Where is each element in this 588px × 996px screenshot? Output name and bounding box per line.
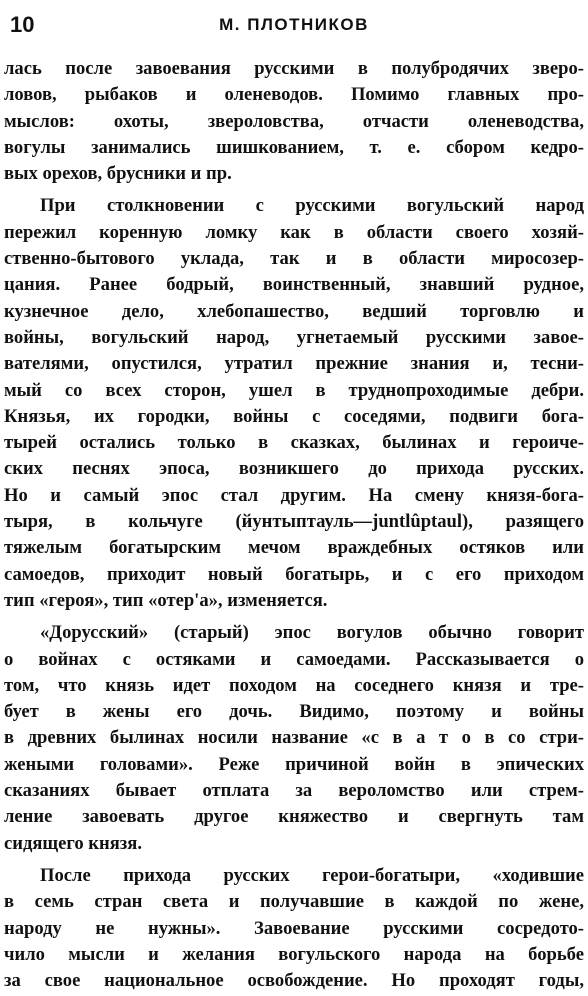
text-line: пережил коренную ломку как в области своего хозяй- (4, 221, 584, 243)
text-line: сказаниях бывает отплата за вероломство или стрем- (4, 780, 584, 802)
text-line: кузнечное дело, хлебопашество, ведший торговлю и (4, 300, 584, 322)
text-line: тырей остались только в сказках, былинах и героиче- (4, 432, 584, 454)
text-line: цания. Ранее бодрый, воинственный, знавший рудное, (4, 274, 584, 296)
text-line: народу не нужны». Завоевание русскими сосредото- (4, 917, 584, 939)
text-line: вогулы занимались шишкованием, т. е. сбором кедро- (4, 136, 584, 158)
text-line: тыря, в кольчуге (йунтыптауль—juntlûptaul), разящего (4, 511, 584, 533)
text-line: самоедов, приходит новый богатырь, и с его приходом (4, 563, 584, 585)
text-line: в семь стран света и получавшие в каждой по жене, (4, 891, 584, 913)
paragraph (4, 863, 584, 994)
paragraph (4, 56, 584, 187)
text-line: тяжелым богатырским мечом враждебных остяков или (4, 537, 584, 559)
text-line: бует в жены его дочь. Видимо, поэтому и войны (4, 701, 584, 723)
text-line: за свое национальное освобождение. Но проходят годы, (4, 970, 584, 992)
text-line: ских песнях эпоса, возникшего до прихода русских. (4, 458, 584, 480)
text-line: ловов, рыбаков и оленеводов. Помимо главных про- (4, 84, 584, 106)
text-line: После прихода русских герои-богатыри, «ходившие (40, 864, 584, 886)
text-line: войны, вогульский народ, угнетаемый русскими завое- (4, 326, 584, 348)
text-line: лась после завоевания русскими в полубродячих зверо- (4, 58, 584, 79)
page-number: 10 (10, 12, 35, 37)
text-line: Но и самый эпос стал другим. На смену князя-бога- (4, 484, 584, 506)
text-line: чило мысли и желания вогульского народа на борьбе (4, 943, 584, 965)
text-line: ственно-бытового уклада, так и в области миросозер- (4, 248, 584, 270)
body-text (4, 56, 584, 994)
text-line: жеными головами». Реже причиной войн в эпических (4, 753, 584, 775)
text-line: тип «героя», тип «отер'а», изменяется. (4, 589, 328, 611)
text-line: «Дорусский» (старый) эпос вогулов обычно говорит (40, 622, 584, 644)
page-header (4, 6, 584, 40)
text-line: в древних былинах носили название «с в а т о в со стри- (4, 727, 584, 749)
text-line: мыслов: охоты, звероловства, отчасти оленеводства, (4, 110, 584, 132)
text-line: ление завоевать другое княжество и свергнуть там (4, 806, 584, 828)
text-line: Князья, их городки, войны с соседями, подвиги бога- (4, 405, 584, 427)
text-line: вателями, опустился, утратил прежние знания и, тесни- (4, 353, 584, 375)
text-line: том, что князь идет походом на соседнего князя и тре- (4, 674, 584, 696)
text-line: мый со всех сторон, ушел в труднопроходимые дебри. (4, 379, 584, 401)
text-line: вых орехов, брусники и пр. (4, 163, 232, 185)
paragraph (4, 620, 584, 857)
text-line: При столкновении с русскими вогульский народ (40, 195, 584, 217)
running-head: М. ПЛОТНИКОВ (219, 15, 369, 34)
text-line: сидящего князя. (4, 832, 142, 854)
text-line: о войнах с остяками и самоедами. Рассказывается о (4, 648, 584, 670)
paragraph (4, 193, 584, 614)
